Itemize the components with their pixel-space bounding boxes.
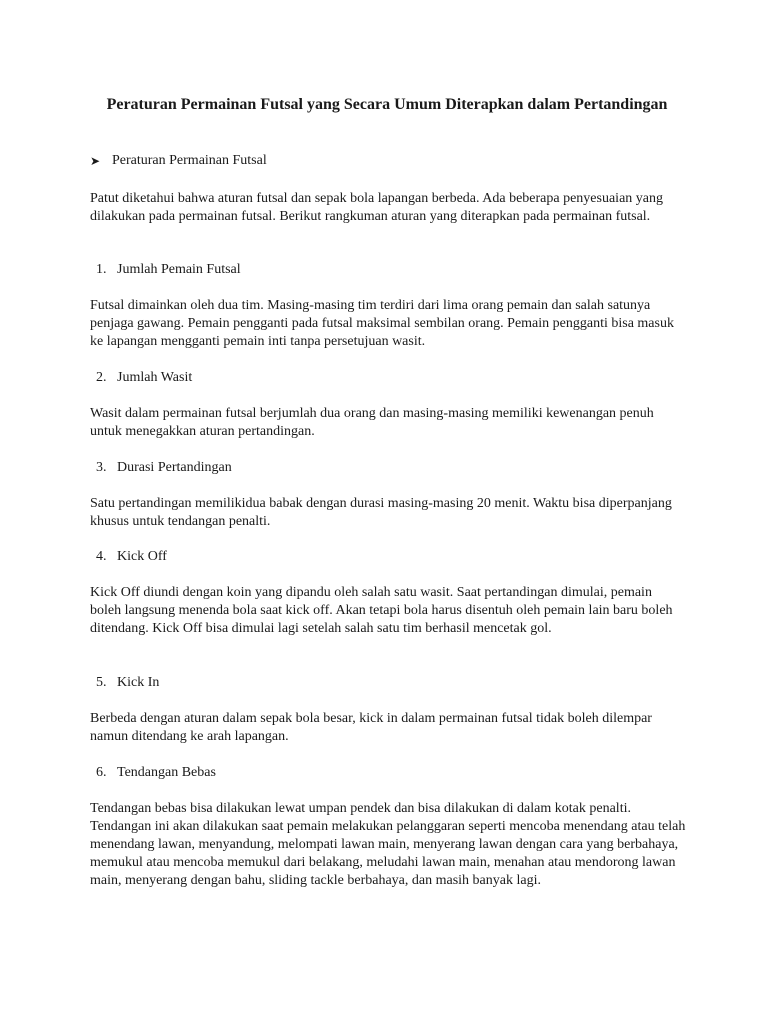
bullet-heading-text: Peraturan Permainan Futsal — [112, 153, 267, 168]
list-item-heading-text: Jumlah Wasit — [117, 370, 193, 385]
list-item-heading — [96, 548, 167, 566]
list-item-heading-text: Kick Off — [117, 549, 167, 564]
list-item-heading — [96, 459, 232, 477]
list-item-number: 3. — [96, 460, 107, 475]
section-paragraph: Kick Off diundi dengan koin yang dipandu oleh salah satu wasit. Saat pertandingan dimulai, pemain boleh langsung menenda bola saat kick off. Akan tetapi bola harus disentuh oleh pemain lain baru boleh ditendang. Kick Off bisa dimulai lagi setelah salah satu tim berhasil mencetak gol. — [90, 585, 673, 636]
list-item-number: 5. — [96, 675, 107, 690]
list-item-heading-text: Jumlah Pemain Futsal — [117, 262, 241, 277]
intro-paragraph: Patut diketahui bahwa aturan futsal dan sepak bola lapangan berbeda. Ada beberapa penyesuaian yang dilakukan pada permainan futsal. Berikut rangkuman aturan yang diterapkan pada permainan futsal. — [90, 191, 664, 224]
document-title: Peraturan Permainan Futsal yang Secara Umum Diterapkan dalam Pertandingan — [106, 96, 668, 113]
section-paragraph: Futsal dimainkan oleh dua tim. Masing-masing tim terdiri dari lima orang pemain dan salah satunya penjaga gawang. Pemain pengganti pada futsal maksimal sembilan orang. Pemain pengganti bisa masuk ke lapangan mengganti pemain inti tanpa persetujuan wasit. — [90, 298, 674, 349]
bullet-heading — [90, 152, 267, 170]
section-paragraph: Berbeda dengan aturan dalam sepak bola besar, kick in dalam permainan futsal tidak boleh dilempar namun ditendang ke arah lapangan. — [90, 711, 652, 744]
section-paragraph: Wasit dalam permainan futsal berjumlah dua orang dan masing-masing memiliki kewenangan penuh untuk menegakkan aturan pertandingan. — [90, 406, 654, 439]
section-paragraph: Satu pertandingan memilikidua babak dengan durasi masing-masing 20 menit. Waktu bisa diperpanjang khusus untuk tendangan penalti. — [90, 496, 672, 529]
list-item-heading-text: Tendangan Bebas — [117, 765, 216, 780]
list-item-number: 6. — [96, 765, 107, 780]
list-item-number: 4. — [96, 549, 107, 564]
list-item-heading — [96, 764, 216, 782]
list-item-heading-text: Kick In — [117, 675, 160, 690]
list-item-heading — [96, 369, 192, 387]
section-paragraph: Tendangan bebas bisa dilakukan lewat umpan pendek dan bisa dilakukan di dalam kotak penalti. Tendangan ini akan dilakukan saat pemain melakukan pelanggaran seperti mencoba menendang atau telah menendang lawan, menyandung, melompati lawan main, menyerang lawan dengan cara yang berbahaya, memukul atau mencoba memukul dari belakang, meludahi lawan main, menahan atau mendorong lawan main, menyerang dengan bahu, sliding tackle berbahaya, dan masih banyak lagi. — [90, 801, 686, 888]
list-item-number: 1. — [96, 262, 107, 277]
list-item-heading — [96, 674, 159, 692]
list-item-number: 2. — [96, 370, 107, 385]
arrowhead-bullet-icon: ➤ — [90, 154, 101, 168]
list-item-heading — [96, 261, 241, 279]
list-item-heading-text: Durasi Pertandingan — [117, 460, 232, 475]
